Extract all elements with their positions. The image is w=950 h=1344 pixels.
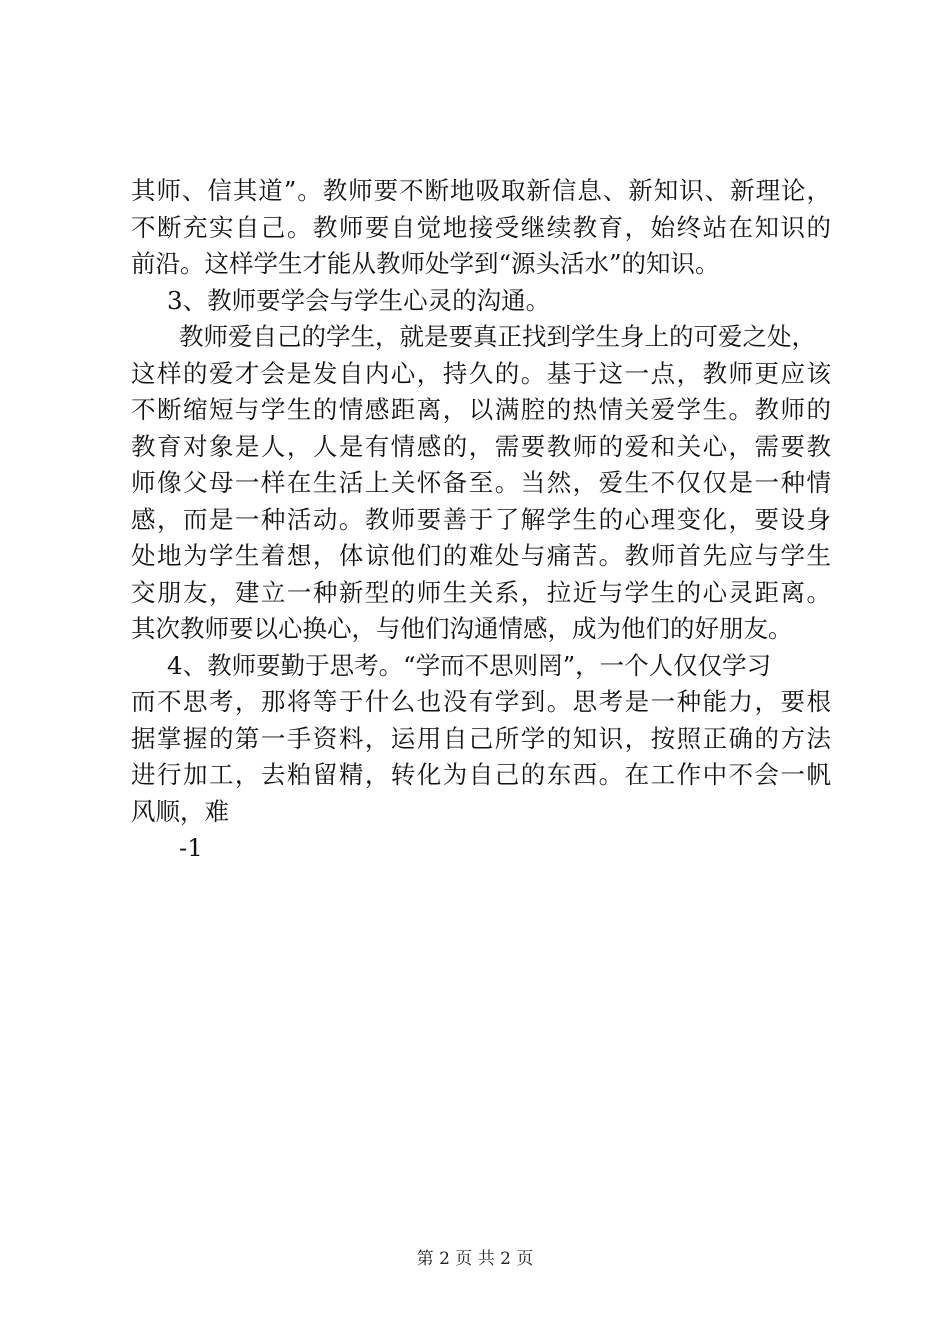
paragraph-line: 其次教师要以心换心，与他们沟通情感，成为他们的好朋友。 (131, 614, 793, 643)
paragraph-line: 这样的爱才会是发自内心，持久的。基于这一点，教师更应该 (131, 358, 831, 388)
paragraph-line: 交朋友，建立一种新型的师生关系，拉近与学生的心灵距离。 (131, 577, 831, 607)
paragraph-line: 不断充实自己。教师要自觉地接受继续教育，始终站在知识的 (131, 212, 831, 242)
page-footer (0, 1244, 950, 1269)
paragraph-line: 教育对象是人，人是有情感的，需要教师的爱和关心，需要教 (131, 431, 831, 461)
paragraph-line: 其师、信其道”。教师要不断地吸取新信息、新知识、新理论， (131, 176, 831, 205)
paragraph-line: 而不思考，那将等于什么也没有学到。思考是一种能力，要根 (131, 687, 831, 716)
page-fragment-marker: -1 (179, 833, 203, 862)
document-body (131, 173, 831, 867)
paragraph-line: 不断缩短与学生的情感距离，以满腔的热情关爱学生。教师的 (131, 395, 831, 424)
section-heading-3: 3、教师要学会与学生心灵的沟通。 (167, 285, 551, 315)
paragraph-line: 处地为学生着想，体谅他们的难处与痛苦。教师首先应与学生 (131, 541, 831, 570)
paragraph-line: 教师爱自己的学生，就是要真正找到学生身上的可爱之处， (179, 322, 816, 351)
paragraph-line: 进行加工，去粕留精，转化为自己的东西。在工作中不会一帆 (131, 760, 831, 789)
paragraph-line: 据掌握的第一手资料，运用自己所学的知识，按照正确的方法 (131, 723, 831, 753)
page-number-label: 第 2 页 共 2 页 (416, 1249, 534, 1269)
section-heading-4: 4、教师要勤于思考。“学而不思则罔”，一个人仅仅学习 (167, 650, 772, 680)
paragraph-line: 感，而是一种活动。教师要善于了解学生的心理变化，要设身 (131, 504, 831, 534)
paragraph-line: 前沿。这样学生才能从教师处学到“源头活水”的知识。 (131, 249, 720, 278)
paragraph-line: 师像父母一样在生活上关怀备至。当然，爱生不仅仅是一种情 (131, 468, 831, 497)
paragraph-line: 风顺，难 (131, 796, 229, 826)
